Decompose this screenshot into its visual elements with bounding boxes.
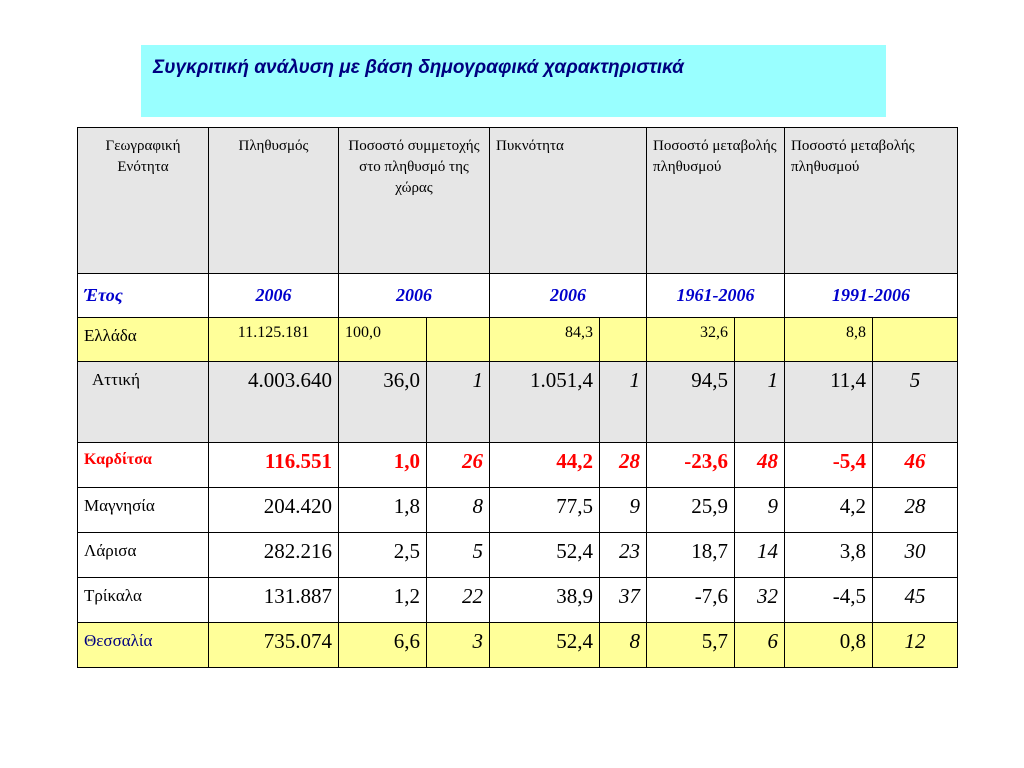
header-population: Πληθυσμός — [209, 128, 339, 274]
year-label: Έτος — [78, 274, 209, 318]
change1961-rank-cell: 48 — [735, 443, 785, 488]
share-cell: 6,6 — [339, 623, 427, 668]
header-share: Ποσοστό συμμετοχής στο πληθυσμό της χώρας — [339, 128, 490, 274]
header-change-1991: Ποσοστό μεταβολής πληθυσμού — [785, 128, 958, 274]
title-banner — [141, 45, 886, 117]
density-rank-cell: 28 — [600, 443, 647, 488]
share-cell: 100,0 — [339, 318, 427, 362]
table-row-trikala — [78, 578, 958, 623]
density-rank-cell: 9 — [600, 488, 647, 533]
change1961-rank-cell: 14 — [735, 533, 785, 578]
row-name: Λάρισα — [78, 533, 209, 578]
share-rank-cell: 1 — [427, 362, 490, 443]
density-rank-cell: 23 — [600, 533, 647, 578]
change1961-cell: -23,6 — [647, 443, 735, 488]
density-cell: 44,2 — [490, 443, 600, 488]
demographics-table — [77, 127, 958, 668]
table-row-attica — [78, 362, 958, 443]
change1961-cell: 25,9 — [647, 488, 735, 533]
change1991-cell: -5,4 — [785, 443, 873, 488]
density-cell: 52,4 — [490, 533, 600, 578]
table-row-greece — [78, 318, 958, 362]
change1991-rank-cell: 46 — [873, 443, 958, 488]
change1961-cell: 94,5 — [647, 362, 735, 443]
header-region: Γεωγραφική Ενότητα — [78, 128, 209, 274]
change1961-cell: 32,6 — [647, 318, 735, 362]
change1961-cell: 5,7 — [647, 623, 735, 668]
share-cell: 1,8 — [339, 488, 427, 533]
population-cell: 11.125.181 — [209, 318, 339, 362]
change1961-cell: 18,7 — [647, 533, 735, 578]
year-density: 2006 — [490, 274, 647, 318]
density-rank-cell: 37 — [600, 578, 647, 623]
share-rank-cell — [427, 318, 490, 362]
share-cell: 1,2 — [339, 578, 427, 623]
row-name: Θεσσαλία — [78, 623, 209, 668]
change1991-rank-cell: 12 — [873, 623, 958, 668]
row-name: Αττική — [78, 362, 209, 443]
share-cell: 36,0 — [339, 362, 427, 443]
change1991-rank-cell: 30 — [873, 533, 958, 578]
change1991-rank-cell — [873, 318, 958, 362]
density-cell: 38,9 — [490, 578, 600, 623]
density-rank-cell: 8 — [600, 623, 647, 668]
change1961-rank-cell: 6 — [735, 623, 785, 668]
change1991-cell: 11,4 — [785, 362, 873, 443]
change1991-cell: 0,8 — [785, 623, 873, 668]
change1991-cell: 3,8 — [785, 533, 873, 578]
population-cell: 131.887 — [209, 578, 339, 623]
table-row-larisa — [78, 533, 958, 578]
density-cell: 77,5 — [490, 488, 600, 533]
change1991-rank-cell: 45 — [873, 578, 958, 623]
share-rank-cell: 26 — [427, 443, 490, 488]
header-density: Πυκνότητα — [490, 128, 647, 274]
share-rank-cell: 22 — [427, 578, 490, 623]
row-name: Μαγνησία — [78, 488, 209, 533]
table-row-karditsa — [78, 443, 958, 488]
row-name: Τρίκαλα — [78, 578, 209, 623]
share-rank-cell: 3 — [427, 623, 490, 668]
change1961-rank-cell: 1 — [735, 362, 785, 443]
population-cell: 282.216 — [209, 533, 339, 578]
year-change-1991: 1991-2006 — [785, 274, 958, 318]
population-cell: 116.551 — [209, 443, 339, 488]
header-change-1961: Ποσοστό μεταβολής πληθυσμού — [647, 128, 785, 274]
table-row-magnesia — [78, 488, 958, 533]
change1961-cell: -7,6 — [647, 578, 735, 623]
table-row-thessaly — [78, 623, 958, 668]
change1991-cell: 4,2 — [785, 488, 873, 533]
change1961-rank-cell: 32 — [735, 578, 785, 623]
change1991-cell: 8,8 — [785, 318, 873, 362]
population-cell: 204.420 — [209, 488, 339, 533]
density-rank-cell — [600, 318, 647, 362]
share-cell: 2,5 — [339, 533, 427, 578]
density-cell: 84,3 — [490, 318, 600, 362]
change1961-rank-cell — [735, 318, 785, 362]
header-row — [78, 128, 958, 274]
change1991-cell: -4,5 — [785, 578, 873, 623]
share-rank-cell: 8 — [427, 488, 490, 533]
page-title: Συγκριτική ανάλυση με βάση δημογραφικά χαρακτηριστικά — [153, 57, 684, 78]
change1991-rank-cell: 5 — [873, 362, 958, 443]
year-share: 2006 — [339, 274, 490, 318]
change1991-rank-cell: 28 — [873, 488, 958, 533]
density-cell: 52,4 — [490, 623, 600, 668]
year-change-1961: 1961-2006 — [647, 274, 785, 318]
row-name: Καρδίτσα — [78, 443, 209, 488]
population-cell: 4.003.640 — [209, 362, 339, 443]
row-name: Ελλάδα — [78, 318, 209, 362]
share-cell: 1,0 — [339, 443, 427, 488]
density-cell: 1.051,4 — [490, 362, 600, 443]
population-cell: 735.074 — [209, 623, 339, 668]
change1961-rank-cell: 9 — [735, 488, 785, 533]
density-rank-cell: 1 — [600, 362, 647, 443]
year-population: 2006 — [209, 274, 339, 318]
share-rank-cell: 5 — [427, 533, 490, 578]
year-row — [78, 274, 958, 318]
